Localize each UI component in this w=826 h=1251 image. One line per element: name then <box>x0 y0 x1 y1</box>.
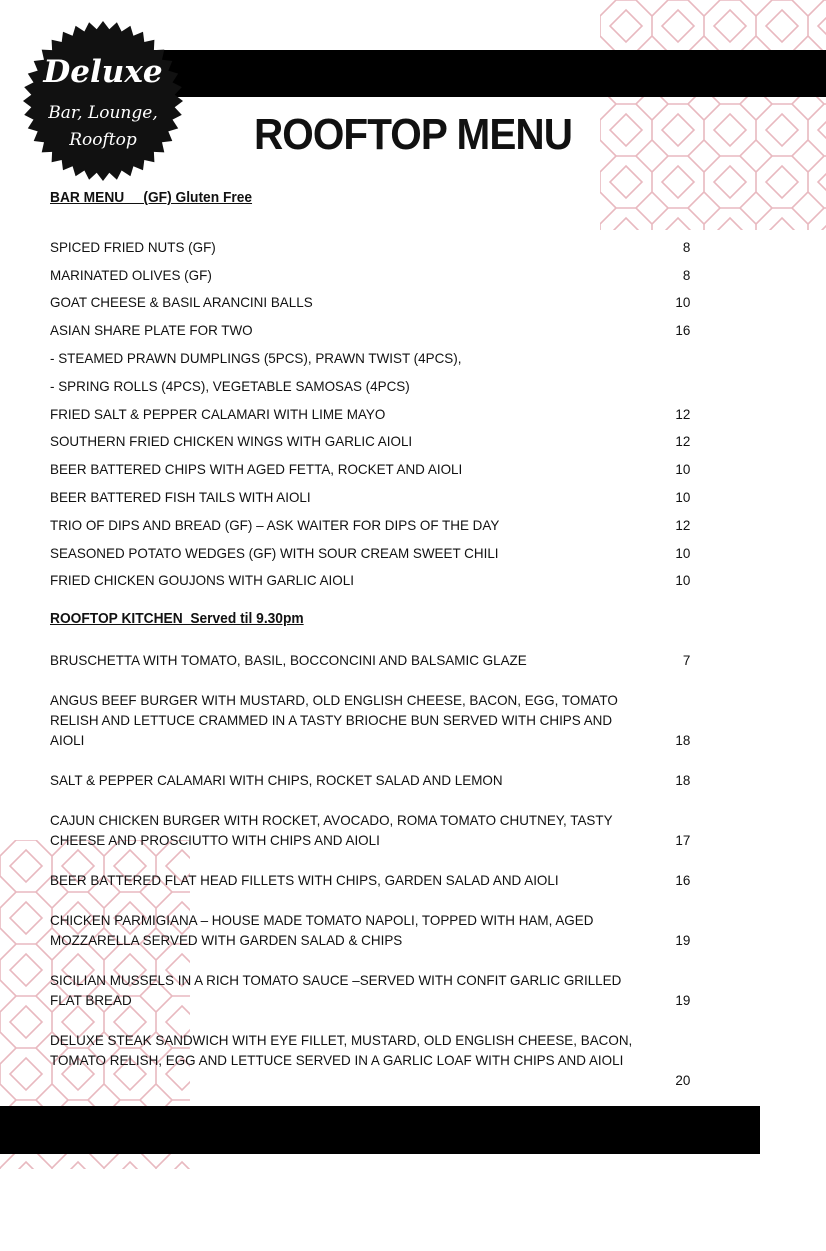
menu-item <box>50 376 690 396</box>
menu-item <box>50 810 690 850</box>
top-black-bar <box>150 50 826 97</box>
footer-email[interactable]: functions@deluxebar.com.au <box>387 1168 592 1187</box>
menu-item-price: 7 <box>682 652 691 668</box>
menu-item-description: SICILIAN MUSSELS IN A RICH TOMATO SAUCE –SERVED WITH CONFIT GARLIC GRILLED FLAT BREAD <box>50 972 622 1008</box>
menu-item-price: 10 <box>675 545 691 561</box>
menu-item-price: 12 <box>675 433 691 449</box>
footer-bar <box>0 1106 760 1187</box>
menu-item-description: BEER BATTERED CHIPS WITH AGED FETTA, ROCKET AND AIOLI <box>50 461 463 477</box>
menu-item-price: 16 <box>675 872 691 888</box>
logo-text-2: Bar, Lounge, <box>48 103 158 123</box>
menu-item <box>50 265 690 285</box>
menu-item-price: 10 <box>675 294 691 310</box>
menu-item-description: GOAT CHEESE & BASIL ARANCINI BALLS <box>50 294 313 310</box>
menu-item-price: 20 <box>675 1072 691 1088</box>
menu-item-price: 12 <box>675 517 691 533</box>
menu-item-price: 18 <box>675 772 691 788</box>
diamond-icon: ♦ <box>364 1171 371 1186</box>
menu-item-description: SALT & PEPPER CALAMARI WITH CHIPS, ROCKET SALAD AND LEMON <box>50 772 503 788</box>
menu-item-description: BRUSCHETTA WITH TOMATO, BASIL, BOCCONCINI AND BALSAMIC GLAZE <box>50 652 527 668</box>
menu-item <box>50 770 690 790</box>
logo-text-3: Rooftop <box>69 130 137 150</box>
kitchen-heading: ROOFTOP KITCHEN Served til 9.30pm <box>50 611 304 627</box>
menu-item <box>50 543 690 563</box>
footer-phone[interactable]: 9370 1144 <box>631 1168 705 1187</box>
menu-item <box>50 237 690 257</box>
page-title: ROOFTOP MENU <box>253 110 573 159</box>
menu-item-description: ANGUS BEEF BURGER WITH MUSTARD, OLD ENGLISH CHEESE, BACON, EGG, TOMATO RELISH AND LETTUCE CRAMMED IN A TASTY BRIOCHE BUN SERVED WITH CHIPS AND AIOLI <box>50 692 618 748</box>
menu-item-description: ASIAN SHARE PLATE FOR TWO <box>50 322 253 338</box>
menu-item <box>50 320 690 340</box>
menu-item-description: SEASONED POTATO WEDGES (GF) WITH SOUR CREAM SWEET CHILI <box>50 545 499 561</box>
menu-item-price: 10 <box>675 461 691 477</box>
menu-item-description: SOUTHERN FRIED CHICKEN WINGS WITH GARLIC AIOLI <box>50 433 413 449</box>
menu-item-price: 18 <box>675 732 691 748</box>
menu-item-price: 10 <box>675 572 691 588</box>
menu-item-price: 16 <box>675 322 691 338</box>
menu-item <box>50 515 690 535</box>
menu-item-price: 17 <box>675 832 691 848</box>
menu-item <box>50 970 690 1010</box>
bar-menu-heading: BAR MENU (GF) Gluten Free <box>50 190 253 206</box>
menu-item <box>50 459 690 479</box>
menu-item-description: CAJUN CHICKEN BURGER WITH ROCKET, AVOCADO, ROMA TOMATO CHUTNEY, TASTY CHEESE AND PROSCIUTTO WITH CHIPS AND AIOLI <box>50 812 613 848</box>
menu-item <box>50 690 690 750</box>
footer-address: 595 Mt Alexander Road, Moonee Ponds <box>67 1168 348 1187</box>
menu-item-description: - SPRING ROLLS (4PCS), VEGETABLE SAMOSAS (4PCS) <box>50 378 410 394</box>
menu-item-price: 19 <box>675 992 691 1008</box>
menu-item <box>50 870 690 890</box>
menu-item <box>50 570 690 590</box>
menu-item <box>50 348 690 368</box>
menu-item-description: CHICKEN PARMIGIANA – HOUSE MADE TOMATO NAPOLI, TOPPED WITH HAM, AGED MOZZARELLA SERVED WITH GARDEN SALAD & CHIPS <box>50 912 594 948</box>
menu-item-description: TRIO OF DIPS AND BREAD (GF) – ASK WAITER FOR DIPS OF THE DAY <box>50 517 500 533</box>
menu-item-price: 8 <box>682 267 691 283</box>
menu-item-description: BEER BATTERED FLAT HEAD FILLETS WITH CHIPS, GARDEN SALAD AND AIOLI <box>50 872 559 888</box>
menu-item-price: 8 <box>682 239 691 255</box>
menu-item-description: DELUXE STEAK SANDWICH WITH EYE FILLET, MUSTARD, OLD ENGLISH CHEESE, BACON, TOMATO RELISH, EGG AND LETTUCE SERVED IN A GARLIC LOAF WITH CHIPS AND AIOLI <box>50 1032 633 1068</box>
menu-item-description: BEER BATTERED FISH TAILS WITH AIOLI <box>50 489 311 505</box>
menu-item <box>50 1030 690 1090</box>
menu-item-price: 10 <box>675 489 691 505</box>
menu-item-price: 12 <box>675 406 691 422</box>
menu-item <box>50 910 690 950</box>
logo-text-1: Deluxe <box>43 54 163 90</box>
menu-item-description: SPICED FRIED NUTS (GF) <box>50 239 216 255</box>
menu-item-description: MARINATED OLIVES (GF) <box>50 267 212 283</box>
diamond-icon: ♦ <box>608 1171 615 1186</box>
menu-item <box>50 650 690 670</box>
menu-item-price: 19 <box>675 932 691 948</box>
menu-item <box>50 292 690 312</box>
menu-item <box>50 404 690 424</box>
menu-item <box>50 487 690 507</box>
menu-item-description: FRIED CHICKEN GOUJONS WITH GARLIC AIOLI <box>50 572 354 588</box>
menu-item <box>50 431 690 451</box>
menu-item-description: - STEAMED PRAWN DUMPLINGS (5PCS), PRAWN TWIST (4PCS), <box>50 350 462 366</box>
menu-item-description: FRIED SALT & PEPPER CALAMARI WITH LIME MAYO <box>50 406 386 422</box>
